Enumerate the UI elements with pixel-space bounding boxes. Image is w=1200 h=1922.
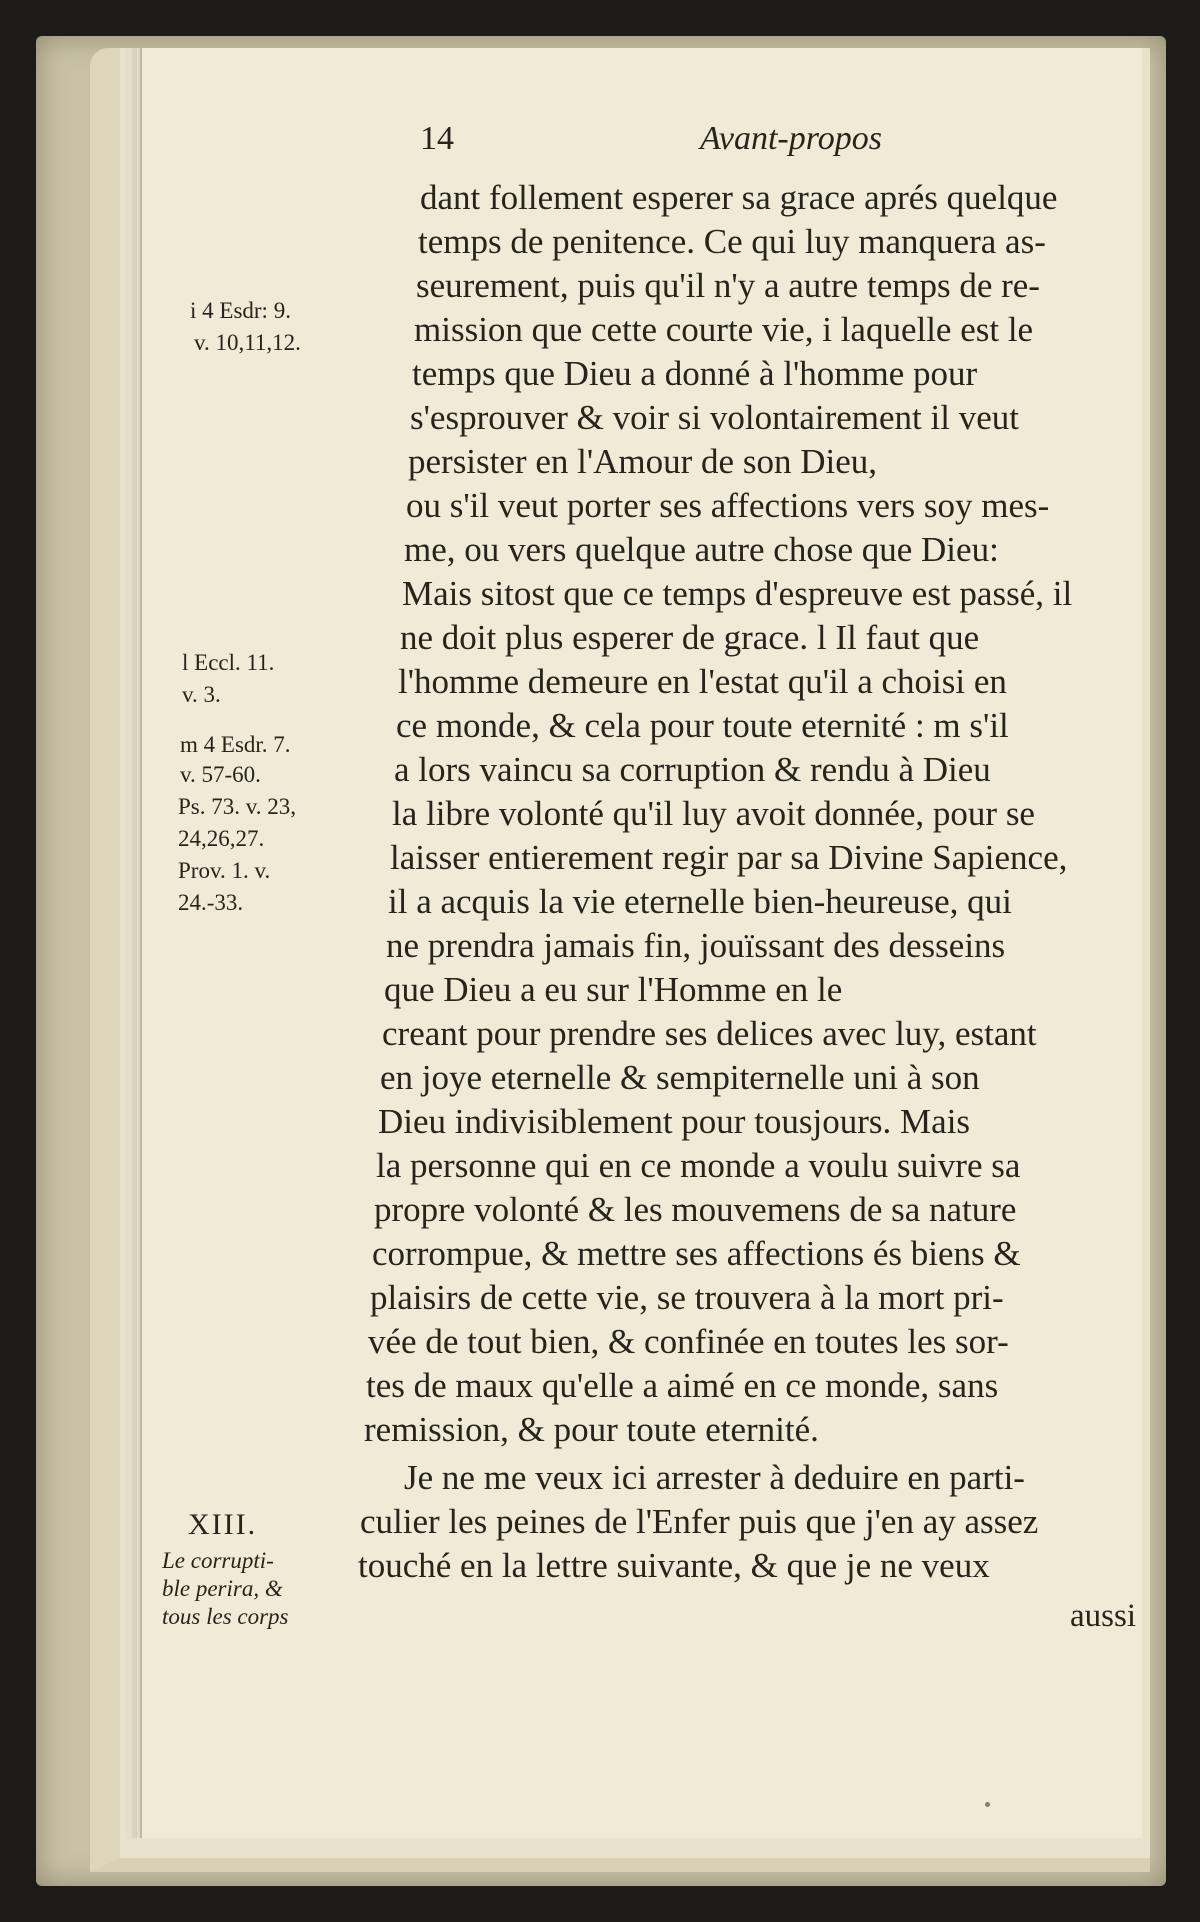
margin-note-prov-ref: Prov. 1. v. [178, 858, 271, 883]
margin-note-i-verses: v. 10,11,12. [194, 330, 301, 355]
section-number: XIII. [188, 1508, 258, 1541]
margin-note-psalm-cont: 24,26,27. [178, 826, 265, 851]
text-line: l'homme demeure en l'estat qu'il a choisi en [398, 662, 1007, 701]
text-line: seurement, puis qu'il n'y a autre temps de re- [416, 266, 1040, 305]
text-line: ne prendra jamais fin, jouïssant des desseins [386, 926, 1006, 965]
margin-note-prov-cont: 24.-33. [178, 890, 244, 915]
text-line: propre volonté & les mouvemens de sa nature [374, 1190, 1017, 1229]
text-line: tes de maux qu'elle a aimé en ce monde, sans [366, 1366, 999, 1405]
text-line: Mais sitost que ce temps d'espreuve est passé, il [402, 574, 1073, 613]
text-line: temps que Dieu a donné à l'homme pour [412, 354, 978, 393]
margin-note-m-ref: m 4 Esdr. 7. [180, 732, 291, 757]
margin-note-m-verse: v. 57-60. [180, 762, 261, 787]
running-title: Avant-propos [700, 120, 882, 157]
section-note-line-2: ble perira, & [162, 1576, 283, 1601]
text-line: laisser entierement regir par sa Divine Sapience, [390, 838, 1068, 877]
text-line: plaisirs de cette vie, se trouvera à la mort pri- [370, 1278, 1004, 1317]
page-number: 14 [420, 120, 454, 157]
text-line: vée de tout bien, & confinée en toutes les sor- [368, 1322, 1009, 1361]
text-line: corrompue, & mettre ses affections és biens & [372, 1234, 1021, 1273]
section-note-line-3: tous les corps [162, 1604, 289, 1629]
margin-note-l-verse: v. 3. [182, 682, 221, 707]
text-line: la personne qui en ce monde a voulu suivre sa [376, 1146, 1021, 1185]
text-line: me, ou vers quelque autre chose que Dieu: [404, 530, 999, 569]
text-line: ce monde, & cela pour toute eternité : m s'il [396, 706, 1009, 745]
catchword: aussi [1070, 1598, 1136, 1634]
text-line: temps de penitence. Ce qui luy manquera as- [418, 222, 1046, 261]
text-line: touché en la lettre suivante, & que je ne veux [358, 1546, 990, 1585]
margin-note-i-ref: i 4 Esdr: 9. [190, 298, 291, 323]
text-line: il a acquis la vie eternelle bien-heureuse, qui [388, 882, 1012, 921]
text-line: Je ne me veux ici arrester à deduire en parti- [404, 1458, 1025, 1497]
text-line: ou s'il veut porter ses affections vers soy mes- [406, 486, 1050, 525]
page-content [160, 120, 1180, 1820]
running-head [160, 120, 1180, 176]
text-line: ne doit plus esperer de grace. l Il faut que [400, 618, 980, 657]
text-line: mission que cette courte vie, i laquelle est le [414, 310, 1034, 349]
text-line: remission, & pour toute eternité. [364, 1410, 819, 1449]
text-line: culier les peines de l'Enfer puis que j'en ay assez [360, 1502, 1039, 1541]
section-note-line-1: Le corrupti- [162, 1548, 274, 1573]
text-line: persister en l'Amour de son Dieu, [408, 442, 877, 481]
text-line: Dieu indivisiblement pour tousjours. Mais [378, 1102, 971, 1141]
text-line: la libre volonté qu'il luy avoit donnée, pour se [392, 794, 1035, 833]
margin-note-psalm-ref: Ps. 73. v. 23, [178, 794, 296, 819]
text-line: que Dieu a eu sur l'Homme en le [384, 970, 843, 1009]
margin-note-l-ref: l Eccl. 11. [182, 650, 275, 675]
text-line: en joye eternelle & sempiternelle uni à son [380, 1058, 980, 1097]
text-line: creant pour prendre ses delices avec luy, estant [382, 1014, 1037, 1053]
text-line: a lors vaincu sa corruption & rendu à Dieu [394, 750, 991, 789]
text-line: dant follement esperer sa grace aprés quelque [420, 178, 1058, 217]
text-line: s'esprouver & voir si volontairement il veut [410, 398, 1019, 437]
paper-spot [985, 1802, 990, 1807]
